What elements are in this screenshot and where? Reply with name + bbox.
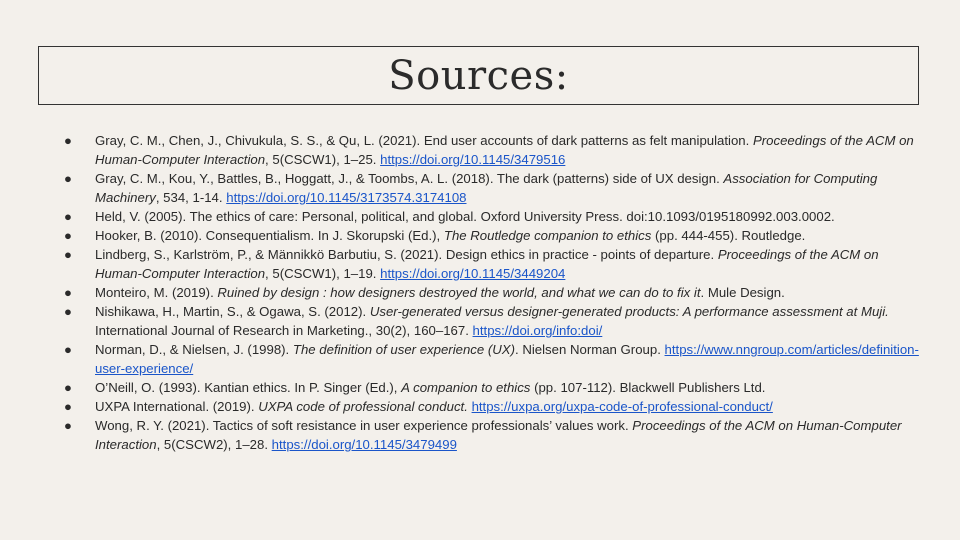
reference-text: Monteiro, M. (2019). xyxy=(95,285,218,300)
bullet-icon: ● xyxy=(64,399,72,414)
bullet-icon: ● xyxy=(64,171,72,186)
reference-text: . Mule Design. xyxy=(700,285,785,300)
reference-text: O’Neill, O. (1993). Kantian ethics. In P. Singer (Ed.), xyxy=(95,380,402,395)
title-box xyxy=(38,46,919,105)
reference-text: UXPA International. (2019). xyxy=(95,399,259,414)
reference-text: Hooker, B. (2010). Consequentialism. In J. Skorupski (Ed.), xyxy=(95,228,444,243)
reference-text: , 5(CSCW2), 1–28. xyxy=(156,437,272,452)
reference-item xyxy=(62,416,922,454)
reference-item xyxy=(62,131,922,169)
reference-link[interactable]: https://doi.org/10.1145/3173574.3174108 xyxy=(226,190,467,205)
reference-source-title: Proceedings of the ACM on Human-Computer Interaction xyxy=(95,247,879,281)
reference-link[interactable]: https://doi.org/10.1145/3479516 xyxy=(380,152,566,167)
reference-text: . Nielsen Norman Group. xyxy=(515,342,665,357)
reference-text: , 534, 1-14. xyxy=(155,190,227,205)
reference-item xyxy=(62,397,922,416)
bullet-icon: ● xyxy=(64,209,72,224)
reference-text: Gray, C. M., Kou, Y., Battles, B., Hoggatt, J., & Toombs, A. L. (2018). The dark (patterns) side of UX design. xyxy=(95,171,724,186)
reference-text: Wong, R. Y. (2021). Tactics of soft resistance in user experience professionals’ values work. xyxy=(95,418,633,433)
reference-source-title: Proceedings of the ACM on Human-Computer Interaction xyxy=(95,418,902,452)
bullet-icon: ● xyxy=(64,380,72,395)
reference-list xyxy=(62,131,922,454)
bullet-icon: ● xyxy=(64,247,72,262)
reference-item xyxy=(62,378,922,397)
reference-item xyxy=(62,207,922,226)
reference-source-title: The Routledge companion to ethics xyxy=(443,228,652,243)
slide-title: Sources: xyxy=(388,52,569,99)
bullet-icon: ● xyxy=(64,133,72,148)
reference-link[interactable]: https://doi.org/10.1145/3449204 xyxy=(380,266,566,281)
reference-item xyxy=(62,169,922,207)
reference-source-title: A companion to ethics xyxy=(401,380,531,395)
reference-item xyxy=(62,340,922,378)
reference-source-title: The definition of user experience (UX) xyxy=(292,342,515,357)
bullet-icon: ● xyxy=(64,418,72,433)
reference-source-title: User-generated versus designer-generated products: A performance assessment at Muji. xyxy=(369,304,889,319)
bullet-icon: ● xyxy=(64,285,72,300)
bullet-icon: ● xyxy=(64,228,72,243)
reference-text: Nishikawa, H., Martin, S., & Ogawa, S. (2012). xyxy=(95,304,370,319)
reference-text: (pp. 444-455). Routledge. xyxy=(651,228,806,243)
reference-text: Lindberg, S., Karlström, P., & Männikkö Barbutiu, S. (2021). Design ethics in practice - points of departure. xyxy=(95,247,718,262)
bullet-icon: ● xyxy=(64,342,72,357)
reference-link[interactable]: https://uxpa.org/uxpa-code-of-professional-conduct/ xyxy=(471,399,773,414)
reference-item xyxy=(62,245,922,283)
reference-text: , 5(CSCW1), 1–19. xyxy=(265,266,381,281)
reference-item xyxy=(62,283,922,302)
bullet-icon: ● xyxy=(64,304,72,319)
reference-text: International Journal of Research in Marketing., 30(2), 160–167. xyxy=(95,323,473,338)
reference-text: Held, V. (2005). The ethics of care: Personal, political, and global. Oxford University Press. doi:10.1093/0195180992.003.0002. xyxy=(95,209,835,224)
reference-source-title: Proceedings of the ACM on Human-Computer Interaction xyxy=(95,133,914,167)
reference-text: Gray, C. M., Chen, J., Chivukula, S. S., & Qu, L. (2021). End user accounts of dark patterns as felt manipulation. xyxy=(95,133,753,148)
reference-link[interactable]: https://doi.org/info:doi/ xyxy=(472,323,603,338)
reference-source-title: Ruined by design : how designers destroyed the world, and what we can do to fix it xyxy=(217,285,701,300)
reference-source-title: Association for Computing Machinery xyxy=(95,171,878,205)
reference-link[interactable]: https://doi.org/10.1145/3479499 xyxy=(271,437,457,452)
reference-text: (pp. 107-112). Blackwell Publishers Ltd. xyxy=(530,380,766,395)
reference-text: Norman, D., & Nielsen, J. (1998). xyxy=(95,342,293,357)
reference-link[interactable]: https://www.nngroup.com/articles/definition-user-experience/ xyxy=(95,342,919,376)
reference-item xyxy=(62,302,922,340)
reference-item xyxy=(62,226,922,245)
reference-text: , 5(CSCW1), 1–25. xyxy=(265,152,381,167)
reference-source-title: UXPA code of professional conduct. xyxy=(258,399,468,414)
